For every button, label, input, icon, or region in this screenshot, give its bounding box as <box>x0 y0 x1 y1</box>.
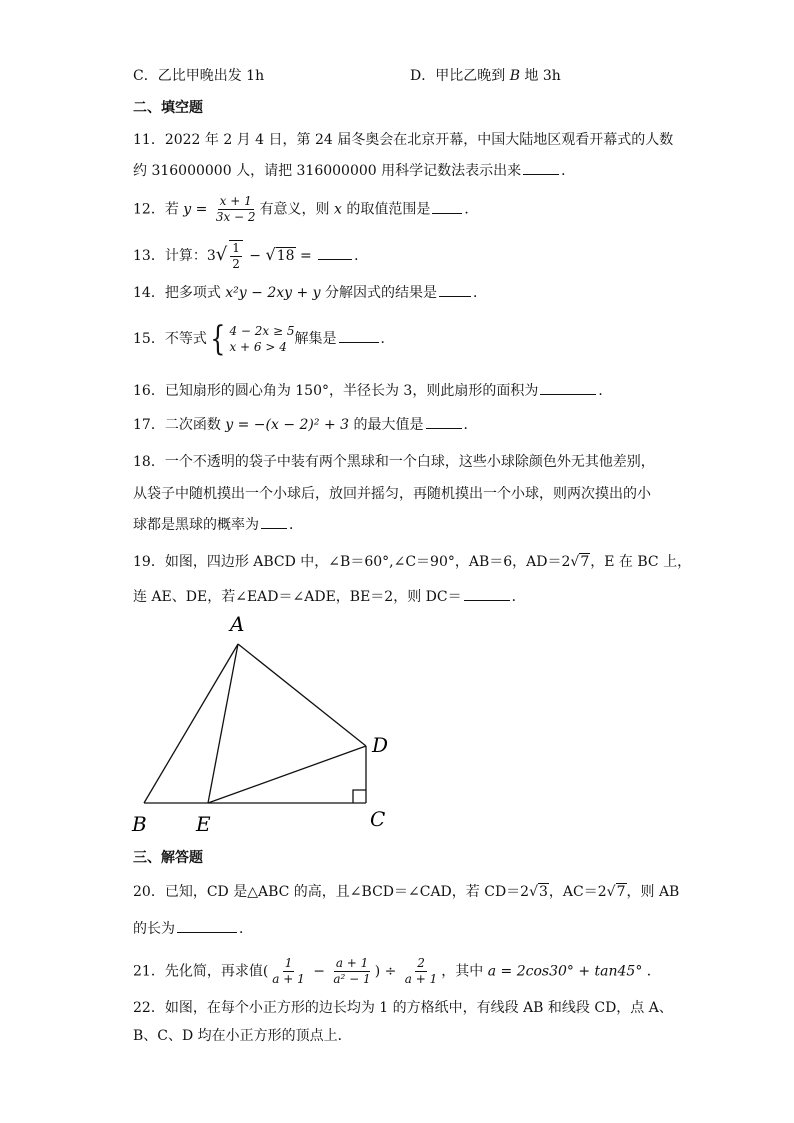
answer-blank <box>439 282 471 297</box>
q22-line2: B、C、D 均在小正方形的顶点上． <box>133 1028 352 1044</box>
answer-blank <box>540 380 596 395</box>
q19-line2: 连 AE、DE，若∠EAD＝∠ADE，BE＝2，则 DC＝ ． <box>133 586 526 607</box>
right-angle-mark <box>353 790 366 803</box>
answer-blank <box>432 199 462 214</box>
section-heading-solutions: 三、解答题 <box>133 850 203 866</box>
q21-fraction-3: $\frac{2}{a + 1}$ <box>404 956 438 986</box>
q21-fraction-1: $\frac{1}{a + 1}$ <box>272 956 305 986</box>
q17: 17．二次函数 y = −(x − 2)² + 3 的最大值是 ． <box>133 414 478 435</box>
q15: 15．不等式 { 4 − 2x ≥ 5 x + 6 > 4 解集是 ． <box>133 319 395 359</box>
section-heading-fill-in: 二、填空题 <box>133 100 203 116</box>
q18-line1: 18．一个不透明的袋子中装有两个黑球和一个白球，这些小球除颜色外无其他差别， <box>133 454 655 470</box>
answer-blank <box>523 160 559 175</box>
q13: 13．计算：3√ $\frac{1}{2}$ − √18 = ． <box>133 241 369 271</box>
answer-blank <box>177 918 237 933</box>
q13-radical-fraction: $\frac{1}{2}$ <box>229 240 243 272</box>
answer-blank <box>318 245 352 260</box>
segment-ab <box>144 644 238 803</box>
q10-option-c: C．乙比甲晚出发 1h <box>133 68 265 84</box>
q14: 14．把多项式 x²y − 2xy + y 分解因式的结果是 ． <box>133 282 487 303</box>
label-e: E <box>196 812 211 836</box>
segment-ae <box>208 644 238 803</box>
q11-line2: 约 316000000 人，请把 316000000 用科学记数法表示出来 ． <box>133 160 575 181</box>
segment-ad <box>238 644 366 746</box>
q18-line2: 从袋子中随机摸出一个小球后，放回并摇匀，再随机摸出一个小球，则两次摸出的小 <box>133 486 651 502</box>
q21: 21．先化简，再求值( $\frac{1}{a + 1}$ − $\frac{a + 1}{\text{a² − 1}}$ ) ÷ $\frac{2}{a + 1}$ ，其中 a = 2cos30° + tan45° ． <box>133 956 661 986</box>
label-b: B <box>132 812 147 836</box>
label-c: C <box>370 807 386 831</box>
q12: 12．若 y = $\frac{x + 1}{3x - 2}$ 有意义，则 x 的取值范围是 ． <box>133 194 479 224</box>
q22-line1: 22．如图，在每个小正方形的边长均为 1 的方格纸中，有线段 AB 和线段 CD，点 A、 <box>133 1000 673 1016</box>
q11-line1: 11．2022 年 2 月 4 日，第 24 届冬奥会在北京开幕，中国大陆地区观看开幕式的人数 <box>133 132 674 148</box>
answer-blank <box>426 414 462 429</box>
q16: 16．已知扇形的圆心角为 150°，半径长为 3，则此扇形的面积为 ． <box>133 380 612 401</box>
q10-option-d: D．甲比乙晚到 B 地 3h <box>410 68 561 84</box>
q20-line2: 的长为 ． <box>133 918 253 939</box>
q19-line1: 19．如图，四边形 ABCD 中，∠B＝60°,∠C＝90°，AB＝6，AD＝2√7，E 在 BC 上， <box>133 554 692 570</box>
answer-blank <box>464 586 510 601</box>
q20-line1: 20．已知，CD 是△ABC 的高，且∠BCD＝∠CAD，若 CD＝2√3，AC＝2√7，则 AB <box>133 884 680 900</box>
segment-de <box>208 746 366 803</box>
q21-fraction-2: $\frac{a + 1}{\text{a² − 1}}$ <box>333 956 371 986</box>
answer-blank <box>261 514 287 529</box>
label-a: A <box>230 612 245 636</box>
label-d: D <box>372 733 389 757</box>
q12-fraction: $\frac{x + 1}{3x - 2}$ <box>215 194 256 224</box>
q18-line3: 球都是黑球的概率为 ． <box>133 514 303 535</box>
quadrilateral-figure <box>120 610 410 838</box>
inequality-system: { 4 − 2x ≥ 5 x + 6 > 4 <box>210 319 295 359</box>
answer-blank <box>339 328 379 343</box>
